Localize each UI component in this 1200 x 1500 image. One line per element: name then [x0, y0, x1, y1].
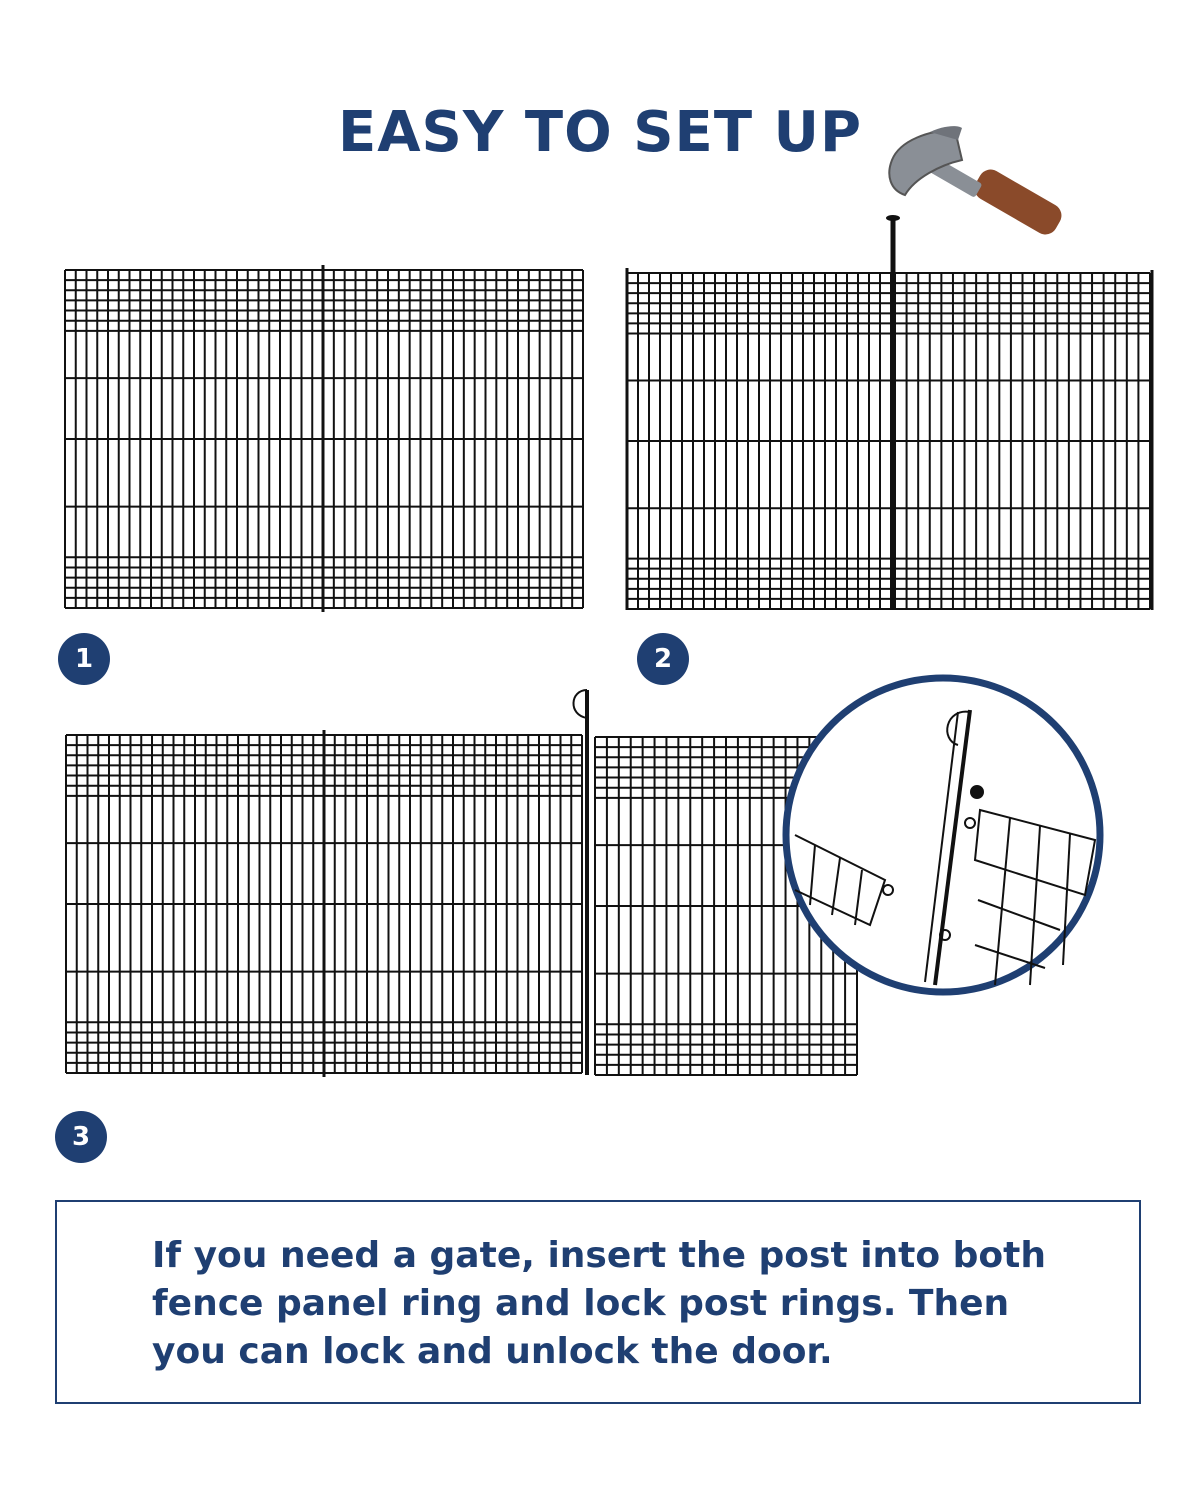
instruction-text: If you need a gate, insert the post into both fence panel ring and lock post rings. Then you can lock and unlock the door. [152, 1235, 1046, 1372]
step-badge-1: 1 [58, 633, 110, 685]
gate-post [573, 690, 587, 1075]
detail-magnifier [786, 678, 1100, 992]
instruction-box [55, 1200, 1141, 1404]
hammer-icon [889, 126, 1066, 239]
fence-panels-step1 [65, 265, 583, 612]
stake-post [886, 215, 900, 610]
page-title: EASY TO SET UP [337, 100, 863, 165]
fence-panels-step2 [627, 268, 1152, 610]
step-badge-2: 2 [637, 633, 689, 685]
step-badge-3: 3 [55, 1111, 107, 1163]
fence-panels-step3 [66, 730, 857, 1077]
